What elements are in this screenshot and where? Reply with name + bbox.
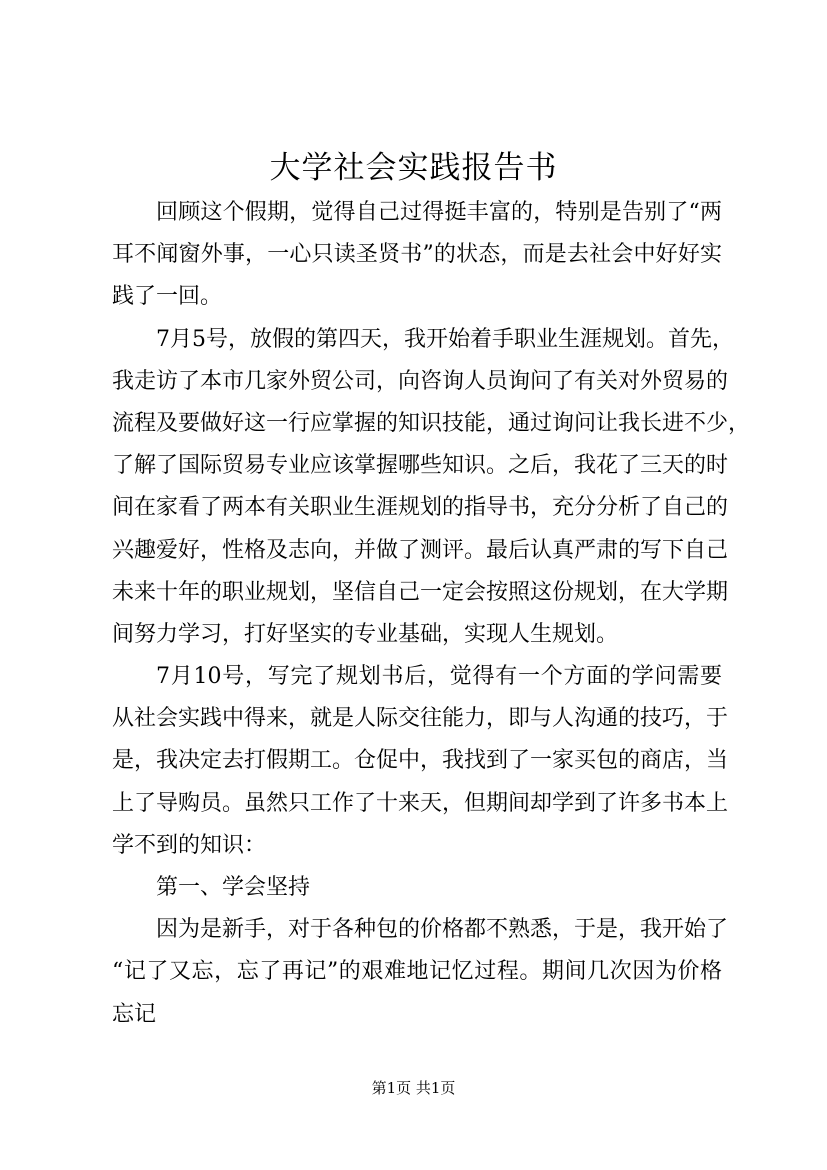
text-line: 间在家看了两本有关职业生涯规划的指导书，充分分析了自己的 (112, 495, 729, 521)
text-line: 因为是新手，对于各种包的价格都不熟悉，于是，我开始了 (156, 917, 729, 943)
text-line: 上了导购员。虽然只工作了十来天，但期间却学到了许多书本上 (112, 790, 729, 816)
text-line: 未来十年的职业规划，坚信自己一定会按照这份规划，在大学期 (112, 579, 729, 605)
page-footer: 第1页 共1页 (371, 1079, 456, 1097)
text-line: 兴趣爱好，性格及志向，并做了测评。最后认真严肃的写下自己 (112, 537, 729, 563)
text-line: 是，我决定去打假期工。仓促中，我找到了一家买包的商店，当 (112, 748, 729, 774)
text-line: 回顾这个假期，觉得自己过得挺丰富的，特别是告别了“两 (156, 200, 722, 225)
text-line: 我走访了本市几家外贸公司，向咨询人员询问了有关对外贸易的 (112, 368, 729, 394)
text-line: 了解了国际贸易专业应该掌握哪些知识。之后，我花了三天的时 (112, 453, 729, 479)
text-line: 耳不闻窗外事，一心只读圣贤书”的状态，而是去社会中好好实 (112, 242, 722, 268)
text-line: 间努力学习，打好坚实的专业基础，实现人生规划。 (112, 621, 619, 647)
document-body (112, 192, 751, 1036)
text-line: 7月5号，放假的第四天，我开始着手职业生涯规划。首先， (156, 326, 734, 352)
text-line: 从社会实践中得来，就是人际交往能力，即与人沟通的技巧，于 (112, 706, 729, 732)
document-title: 大学社会实践报告书 (269, 150, 558, 186)
text-line: 7月10号，写完了规划书后，觉得有一个方面的学问需要 (156, 664, 722, 690)
text-line: 第一、学会坚持 (156, 875, 311, 900)
text-line: “记了又忘，忘了再记”的艰难地记忆过程。期间几次因为价格 (112, 959, 722, 985)
text-line: 践了一回。 (112, 284, 223, 310)
text-line: 流程及要做好这一行应掌握的知识技能，通过询问让我长进不少， (112, 410, 751, 436)
text-line: 学不到的知识： (112, 832, 267, 858)
text-line: 忘记 (112, 1001, 157, 1027)
